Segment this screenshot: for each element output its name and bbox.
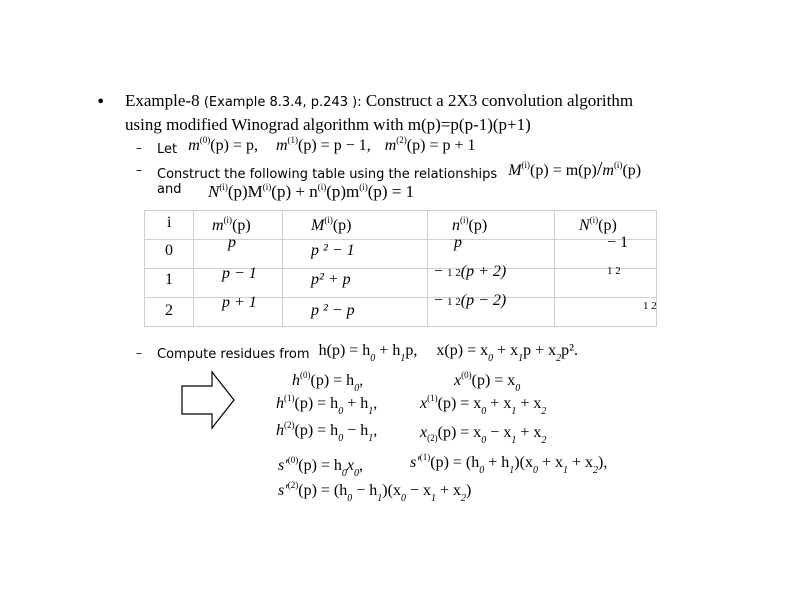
table-row xyxy=(145,298,657,327)
eq-h2: $h^{(2)}(p) = h_0 - h_1$, xyxy=(276,420,378,444)
eq-h0: $h^{(0)}(p) = h_0$, xyxy=(292,370,364,394)
table-header-row xyxy=(145,211,657,240)
eq-x2: $x_{(2)}(p) = x_0 - x_1 + x_2$ xyxy=(420,424,547,446)
sub-bullet-3 xyxy=(157,340,578,364)
m0-def: $m^{(0)}(p) = p$, xyxy=(188,135,258,154)
eq-s2: $s'^{(2)}(p) = (h_0 - h_1)(x_0 - x_1 + x_2)$ xyxy=(278,480,472,504)
row0-i: 0 xyxy=(165,242,173,259)
example-heading xyxy=(125,91,633,111)
main-bullet: • xyxy=(96,92,106,111)
x-poly: $x(p) = x_0 + x_1p + x_2p^2$. xyxy=(436,342,578,364)
header-n: $n^{(i)}(p)$ xyxy=(452,215,488,234)
row2-N: 1 2 xyxy=(643,300,657,312)
relationship-M: $M^{(i)}(p) = m(p)/m^{(i)}(p)$ xyxy=(508,158,642,180)
row1-i: 1 xyxy=(165,271,173,288)
arrow-right-icon xyxy=(180,370,236,430)
example-text-1: Construct a 2X3 convolution algorithm xyxy=(365,91,634,110)
eq-h1: $h^{(1)}(p) = h_0 + h_1$, xyxy=(276,393,378,417)
example-text-2: using modified Winograd algorithm with m(p)=p(p-1)(p+1) xyxy=(125,115,531,134)
row1-M: p² + p xyxy=(311,271,351,288)
header-M: $M^{(i)}(p)$ xyxy=(311,215,352,234)
sub-bullet-2 xyxy=(157,158,641,182)
header-m: $m^{(i)}(p)$ xyxy=(212,215,251,234)
eq-x0: $x^{(0)}(p) = x_0$ xyxy=(454,370,521,394)
example-ref: (Example 8.3.4, p.243 ): xyxy=(203,95,362,110)
eq-x1: $x^{(1)}(p) = x_0 + x_1 + x_2$ xyxy=(420,393,547,417)
and-label: and xyxy=(157,182,182,197)
example-text-2-line xyxy=(125,115,531,135)
row0-m: p xyxy=(228,234,236,251)
relationship-N: $N^{(i)}(p)M^{(i)}(p) + n^{(i)}(p)m^{(i)}(p) = 1$ xyxy=(208,182,415,201)
compute-text: Compute residues from xyxy=(157,347,310,362)
sub-bullet-2-dash: – xyxy=(136,163,142,177)
m1-def: $m^{(1)}(p) = p - 1$, xyxy=(275,135,371,154)
eq-s1: $s'^{(1)}(p) = (h_0 + h_1)(x_0 + x_1 + x_2)$, xyxy=(410,452,608,476)
m2-def: $m^{(2)}(p) = p + 1$ xyxy=(384,135,476,154)
sub-bullet-1 xyxy=(157,135,475,157)
header-N: $N^{(i)}(p)$ xyxy=(579,215,617,234)
h-poly: $h(p) = h_0 + h_1p$, xyxy=(318,342,418,364)
row2-m: p + 1 xyxy=(222,294,257,311)
row2-n: − 1 2(p − 2) xyxy=(434,292,507,309)
header-i: i xyxy=(167,214,172,231)
row2-i: 2 xyxy=(165,302,173,319)
row2-M: p ² − p xyxy=(311,302,355,319)
relations-table xyxy=(144,210,657,327)
let-label: Let xyxy=(157,142,178,157)
row1-N: 1 2 xyxy=(607,265,621,277)
construct-text: Construct the following table using the relationships xyxy=(157,167,498,182)
sub-bullet-3-dash: – xyxy=(136,346,142,360)
row0-M: p ² − 1 xyxy=(311,242,355,259)
row1-m: p − 1 xyxy=(222,265,257,282)
sub-bullet-1-dash: – xyxy=(136,141,142,155)
row0-n: p xyxy=(454,234,462,251)
example-title: Example-8 xyxy=(125,91,200,110)
row0-N: − 1 xyxy=(607,234,629,251)
row1-n: − 1 2(p + 2) xyxy=(434,263,507,280)
eq-s0: $s'^{(0)}(p) = h_0x_0$, xyxy=(278,455,364,479)
